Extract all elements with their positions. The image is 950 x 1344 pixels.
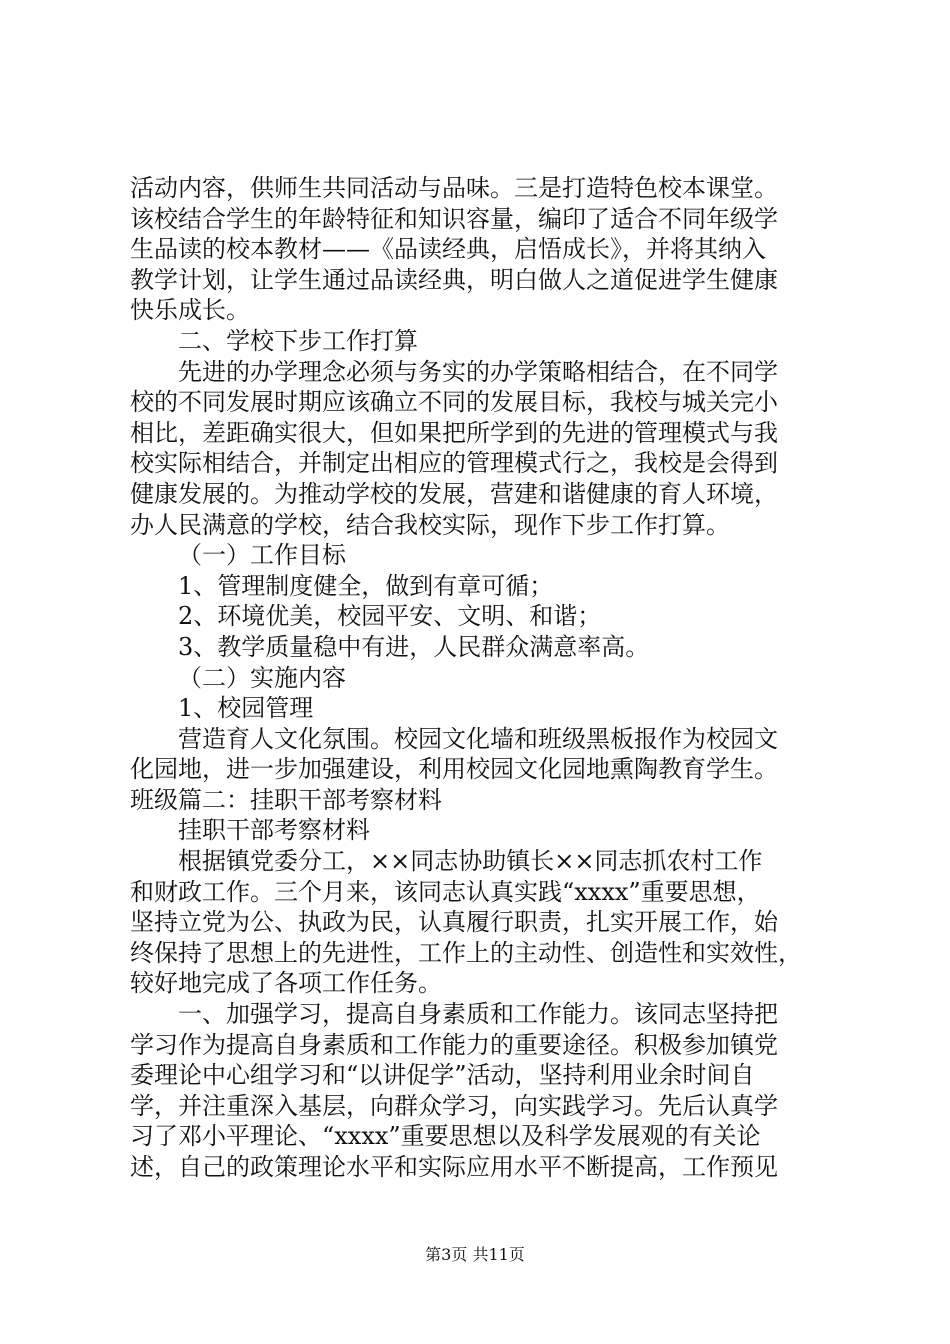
- list-item: 2、环境优美，校园平安、文明、和谐；: [178, 602, 602, 631]
- text-line: 校实际相结合，并制定出相应的管理模式行之，我校是会得到: [130, 449, 778, 478]
- list-item: 1、管理制度健全，做到有章可循；: [178, 571, 554, 600]
- text-line: 化园地，进一步加强建设，利用校园文化园地熏陶教育学生。: [130, 755, 778, 784]
- text-line: 生品读的校本教材——《品读经典，启悟成长》，并将其纳入: [130, 235, 766, 264]
- text-line: 委理论中心组学习和“以讲促学”活动，坚持利用业余时间自: [130, 1061, 755, 1090]
- list-item: 3、教学质量稳中有进，人民群众满意率高。: [178, 632, 650, 661]
- text-line: 该校结合学生的年龄特征和知识容量，编印了适合不同年级学: [130, 204, 778, 233]
- text-line: 校的不同发展时期应该确立不同的发展目标，我校与城关完小: [130, 388, 778, 417]
- text-line: 办人民满意的学校，结合我校实际，现作下步工作打算。: [130, 510, 730, 539]
- text-line: 根据镇党委分工，××同志协助镇长××同志抓农村工作: [178, 847, 763, 876]
- text-line: 一、加强学习，提高自身素质和工作能力。该同志坚持把: [178, 1000, 778, 1029]
- text-line: 活动内容，供师生共同活动与品味。三是打造特色校本课堂。: [130, 174, 778, 202]
- text-line: 述，自己的政策理论水平和实际应用水平不断提高，工作预见: [130, 1153, 778, 1181]
- text-line: 和财政工作。三个月来，该同志认真实践“xxxx”重要思想，: [130, 877, 761, 906]
- text-line: 学，并注重深入基层，向群众学习，向实践学习。先后认真学: [130, 1091, 778, 1120]
- text-line: 习了邓小平理论、“xxxx”重要思想以及科学发展观的有关论: [130, 1122, 761, 1151]
- document-title: 挂职干部考察材料: [178, 816, 370, 845]
- document-body: [130, 173, 840, 1183]
- text-line: 终保持了思想上的先进性，工作上的主动性、创造性和实效性，: [130, 938, 802, 967]
- text-line: 学习作为提高自身素质和工作能力的重要途径。积极参加镇党: [130, 1030, 778, 1059]
- page-footer: 第3页 共11页: [425, 1245, 525, 1264]
- subsection-heading: （一）工作目标: [178, 541, 346, 570]
- text-line: 班级篇二：挂职干部考察材料: [130, 785, 442, 814]
- section-heading: 二、学校下步工作打算: [178, 326, 418, 355]
- text-line: 较好地完成了各项工作任务。: [130, 969, 442, 998]
- text-line: 健康发展的。为推动学校的发展，营建和谐健康的育人环境，: [130, 479, 778, 508]
- list-item: 1、校园管理: [178, 694, 314, 723]
- text-line: 快乐成长。: [130, 296, 250, 325]
- text-line: 营造育人文化氛围。校园文化墙和班级黑板报作为校园文: [178, 724, 778, 753]
- text-line: 坚持立党为公、执政为民，认真履行职责，扎实开展工作，始: [130, 908, 778, 937]
- subsection-heading: （二）实施内容: [178, 663, 346, 692]
- text-line: 教学计划，让学生通过品读经典，明白做人之道促进学生健康: [130, 265, 778, 294]
- text-line: 相比，差距确实很大，但如果把所学到的先进的管理模式与我: [130, 418, 778, 447]
- text-line: 先进的办学理念必须与务实的办学策略相结合，在不同学: [178, 357, 778, 386]
